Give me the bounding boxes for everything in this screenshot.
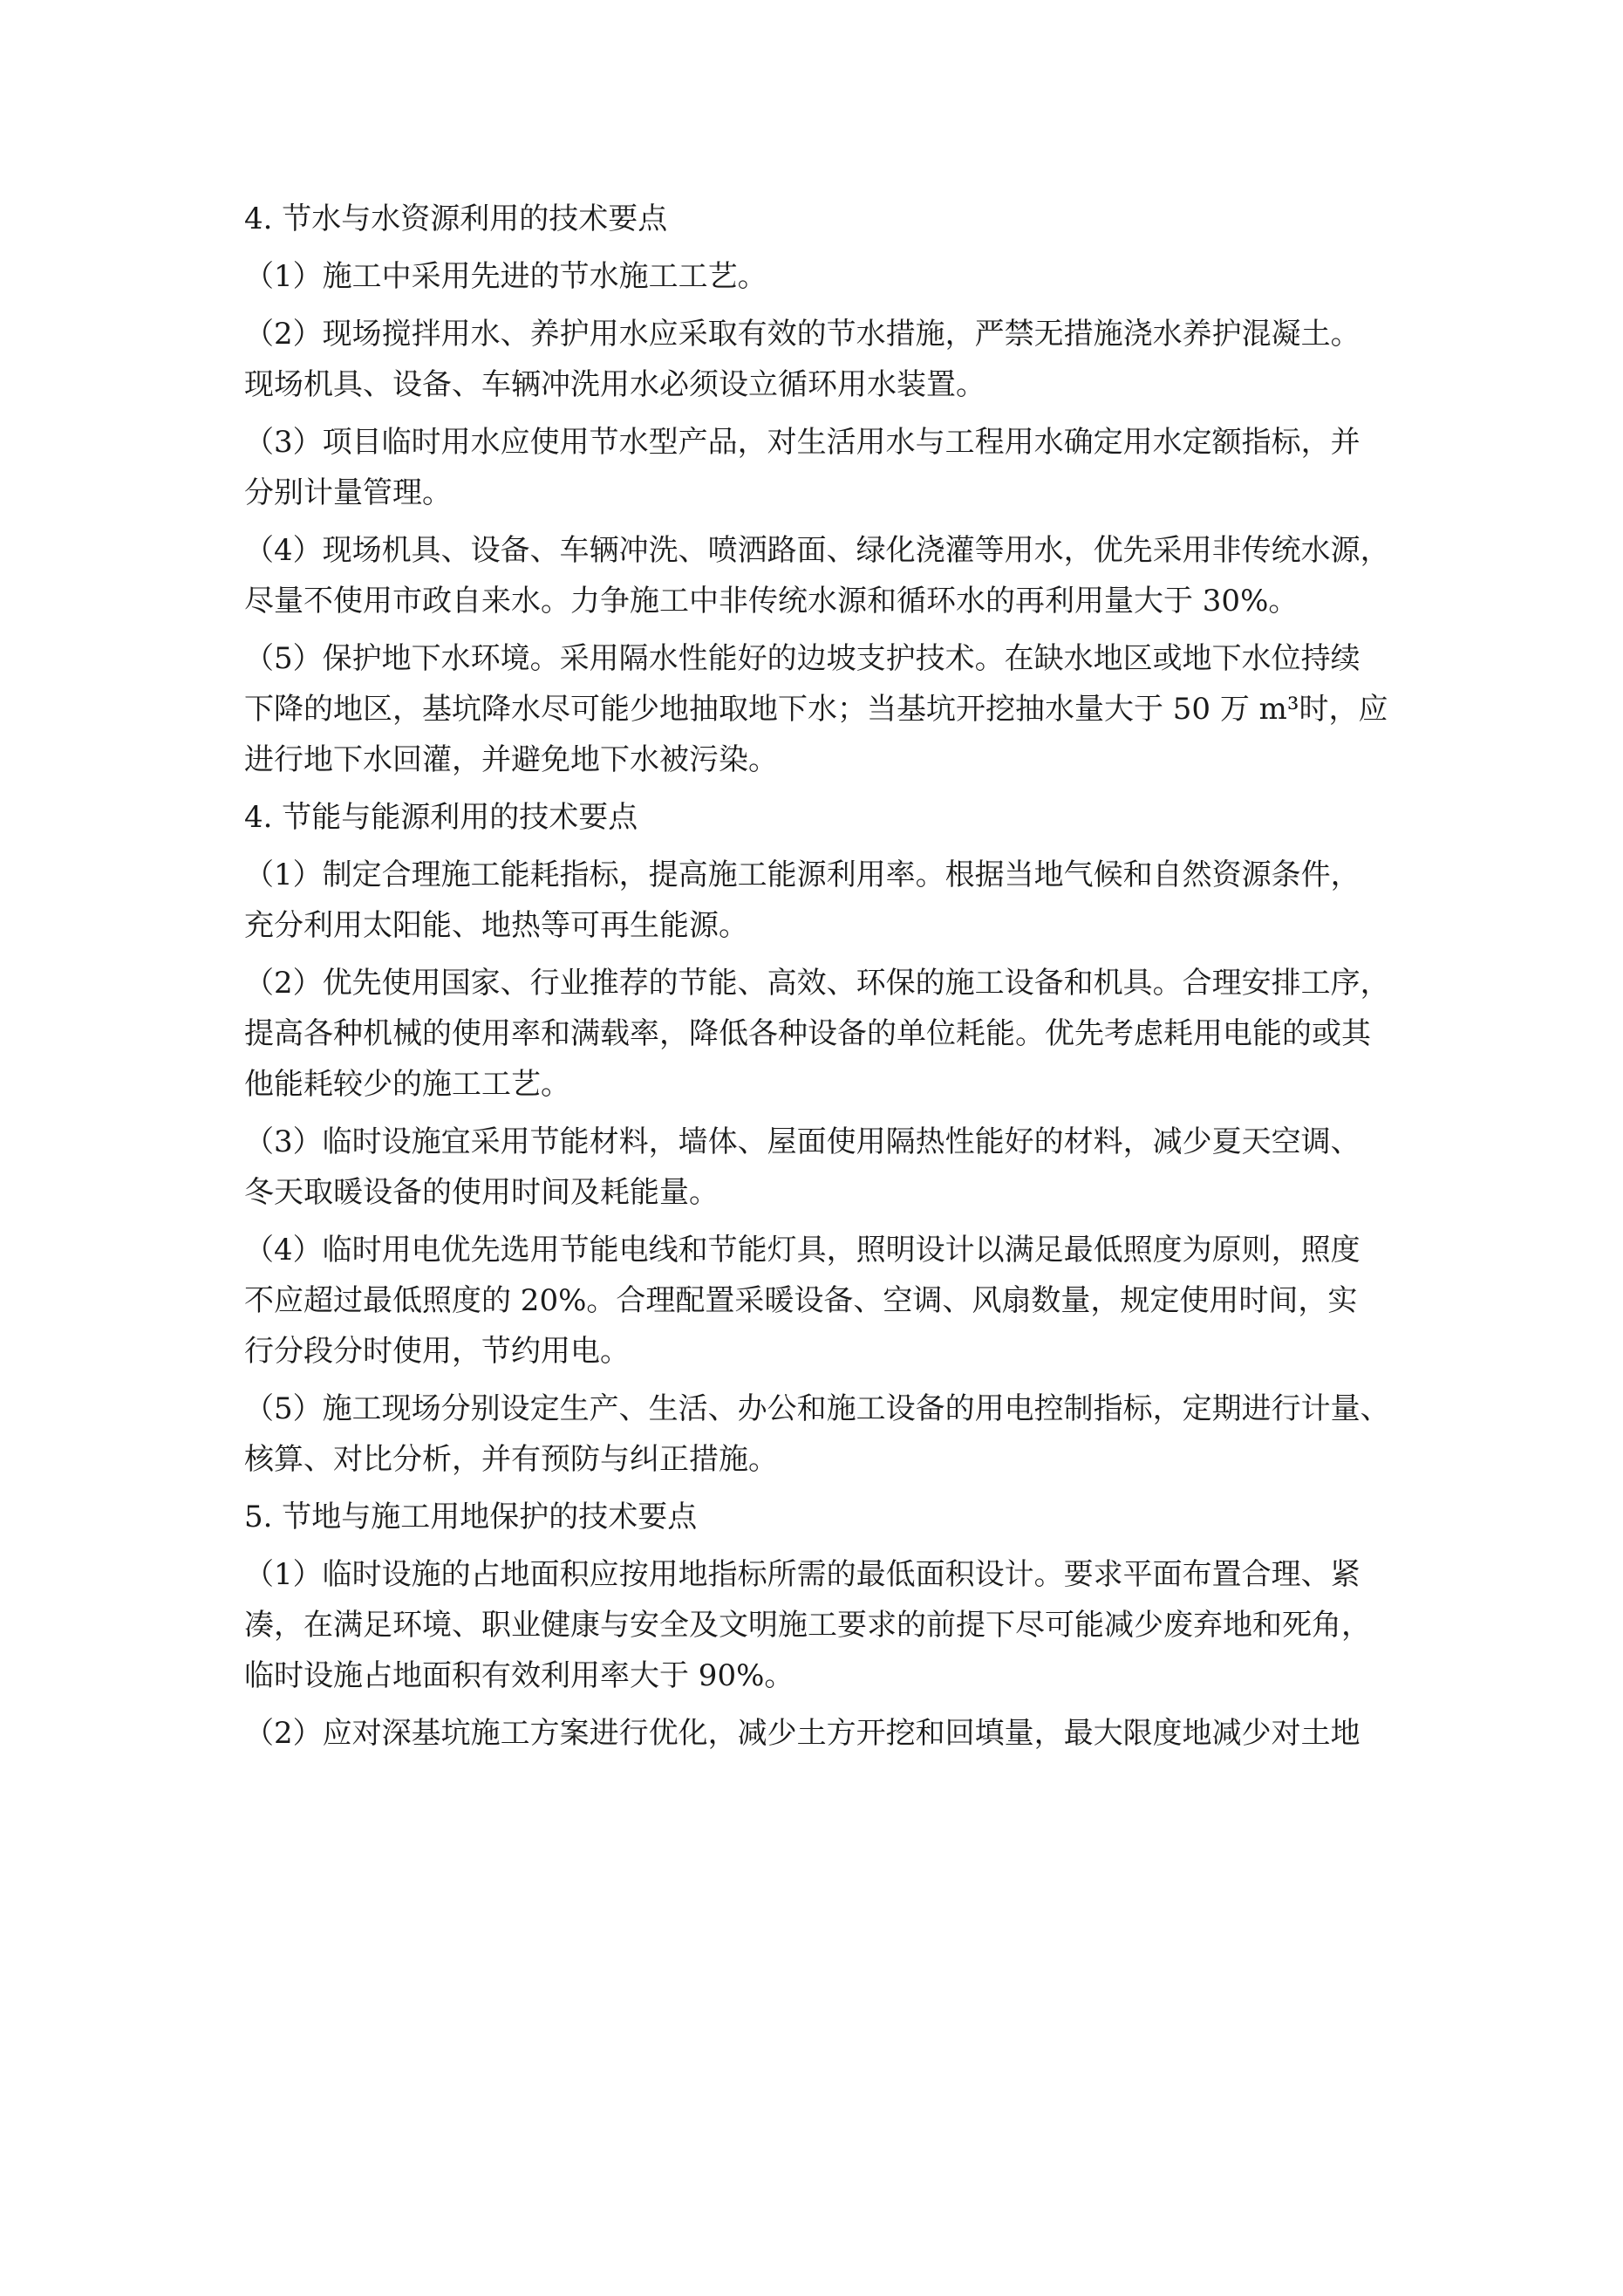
paragraph (244, 1117, 1394, 1218)
paragraph-line: （1）施工中采用先进的节水施工工艺。 (244, 259, 767, 294)
paragraph (244, 1708, 1394, 1759)
paragraph-line: （2）优先使用国家、行业推荐的节能、高效、环保的施工设备和机具。合理安排工序， (244, 966, 1390, 1001)
heading-line: 4. 节能与能源利用的技术要点 (244, 800, 638, 835)
paragraph (244, 633, 1394, 785)
paragraph-line: （3）项目临时用水应使用节水型产品，对生活用水与工程用水确定用水定额指标，并 (244, 425, 1360, 460)
paragraph-line: 行分段分时使用，节约用电。 (244, 1334, 630, 1369)
paragraph-line: 充分利用太阳能、地热等可再生能源。 (244, 908, 748, 943)
paragraph-line: （4）临时用电优先选用节能电线和节能灯具，照明设计以满足最低照度为原则，照度 (244, 1233, 1360, 1268)
paragraph-line: 凑，在满足环境、职业健康与安全及文明施工要求的前提下尽可能减少废弃地和死角， (244, 1608, 1371, 1643)
paragraph-line: 临时设施占地面积有效利用率大于 90%。 (244, 1658, 794, 1693)
paragraph-line: 现场机具、设备、车辆冲洗用水必须设立循环用水装置。 (244, 367, 985, 402)
section-heading (244, 194, 1394, 244)
section-heading (244, 1492, 1394, 1542)
paragraph-line: 他能耗较少的施工工艺。 (244, 1067, 570, 1102)
paragraph (244, 309, 1394, 410)
paragraph-line: （5）施工现场分别设定生产、生活、办公和施工设备的用电控制指标，定期进行计量、 (244, 1391, 1390, 1426)
paragraph (244, 1384, 1394, 1485)
paragraph-line: （1）制定合理施工能耗指标，提高施工能源利用率。根据当地气候和自然资源条件， (244, 858, 1360, 892)
paragraph-line: 不应超过最低照度的 20%。合理配置采暖设备、空调、风扇数量，规定使用时间，实 (244, 1283, 1358, 1318)
paragraph-line: （2）应对深基坑施工方案进行优化，减少土方开挖和回填量，最大限度地减少对土地 (244, 1716, 1360, 1751)
paragraph-line: 核算、对比分析，并有预防与纠正措施。 (244, 1442, 778, 1477)
paragraph-line: （2）现场搅拌用水、养护用水应采取有效的节水措施，严禁无措施浇水养护混凝土。 (244, 317, 1360, 352)
document-body (244, 194, 1394, 1759)
paragraph (244, 251, 1394, 302)
paragraph-line: 提高各种机械的使用率和满载率，降低各种设备的单位耗能。优先考虑耗用电能的或其 (244, 1016, 1371, 1051)
paragraph-line: 下降的地区，基坑降水尽可能少地抽取地下水；当基坑开挖抽水量大于 50 万 m³时，应 (244, 692, 1388, 727)
heading-line: 4. 节水与水资源利用的技术要点 (244, 202, 668, 236)
paragraph-line: 尽量不使用市政自来水。力争施工中非传统水源和循环水的再利用量大于 30%。 (244, 584, 1299, 618)
paragraph (244, 850, 1394, 951)
paragraph-line: （1）临时设施的占地面积应按用地指标所需的最低面积设计。要求平面布置合理、紧 (244, 1557, 1360, 1592)
paragraph-line: 进行地下水回灌，并避免地下水被污染。 (244, 742, 778, 777)
section-heading (244, 792, 1394, 843)
paragraph (244, 525, 1394, 626)
paragraph (244, 417, 1394, 518)
heading-line: 5. 节地与施工用地保护的技术要点 (244, 1500, 698, 1534)
paragraph-line: （4）现场机具、设备、车辆冲洗、喷洒路面、绿化浇灌等用水，优先采用非传统水源， (244, 533, 1390, 568)
paragraph (244, 958, 1394, 1110)
paragraph-line: （3）临时设施宜采用节能材料，墙体、屋面使用隔热性能好的材料，减少夏天空调、 (244, 1124, 1360, 1159)
paragraph (244, 1549, 1394, 1701)
paragraph-line: （5）保护地下水环境。采用隔水性能好的边坡支护技术。在缺水地区或地下水位持续 (244, 641, 1360, 676)
paragraph-line: 冬天取暖设备的使用时间及耗能量。 (244, 1175, 719, 1210)
paragraph-line: 分别计量管理。 (244, 475, 452, 510)
paragraph (244, 1225, 1394, 1377)
